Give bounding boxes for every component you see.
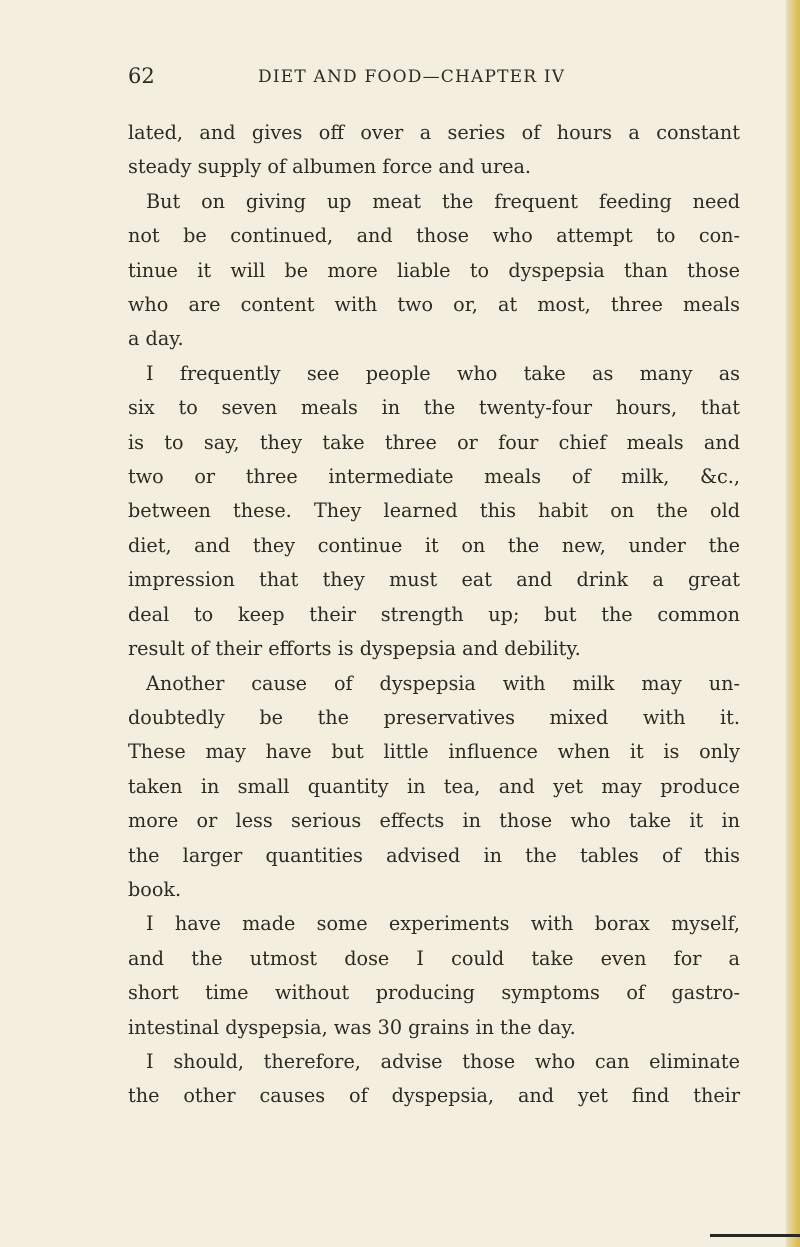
text-line: I should, therefore, advise those who can eliminate (146, 1049, 740, 1073)
text-line: impression that they must eat and drink a great (128, 568, 740, 592)
text-line: the larger quantities advised in the tables of this (128, 843, 740, 867)
text-line: These may have but little influence when it is only (128, 740, 740, 764)
text-line: I frequently see people who take as many as (146, 361, 740, 385)
text-line: doubtedly be the preservatives mixed with it. (128, 705, 740, 729)
text-line: short time without producing symptoms of gastro- (128, 981, 740, 1005)
running-head: DIET AND FOOD—CHAPTER IV (258, 67, 566, 87)
page-header (128, 64, 728, 94)
text-line: more or less serious effects in those who take it in (128, 809, 740, 833)
text-line: six to seven meals in the twenty-four hours, that (128, 396, 740, 420)
text-line: not be continued, and those who attempt to con- (128, 224, 740, 248)
text-line: tinue it will be more liable to dyspepsia than those (128, 258, 740, 282)
text-line: Another cause of dyspepsia with milk may un- (146, 671, 740, 695)
text-line: taken in small quantity in tea, and yet may produce (128, 774, 740, 798)
text-line: intestinal dyspepsia, was 30 grains in the day. (128, 1015, 576, 1039)
text-line: deal to keep their strength up; but the common (128, 602, 740, 626)
page-edge-line (710, 1234, 800, 1237)
text-line: who are content with two or, at most, three meals (128, 293, 740, 317)
text-line: is to say, they take three or four chief meals and (128, 430, 740, 454)
text-line: result of their efforts is dyspepsia and debility. (128, 637, 581, 661)
page-number: 62 (128, 64, 155, 88)
text-line: a day. (128, 327, 184, 351)
text-line: the other causes of dyspepsia, and yet find their (128, 1084, 740, 1108)
text-line: I have made some experiments with borax myself, (146, 912, 740, 936)
text-line: steady supply of albumen force and urea. (128, 155, 532, 179)
text-line: But on giving up meat the frequent feeding need (146, 189, 740, 213)
body-text (128, 116, 740, 1114)
text-line: lated, and gives off over a series of hours a constant (128, 121, 740, 144)
page-edge-gilt (786, 0, 800, 1247)
text-line: book. (128, 877, 182, 901)
text-line: diet, and they continue it on the new, under the (128, 533, 740, 557)
text-line: and the utmost dose I could take even for a (128, 946, 740, 970)
text-line: two or three intermediate meals of milk, &c., (128, 465, 740, 489)
text-line: between these. They learned this habit on the old (128, 499, 740, 523)
